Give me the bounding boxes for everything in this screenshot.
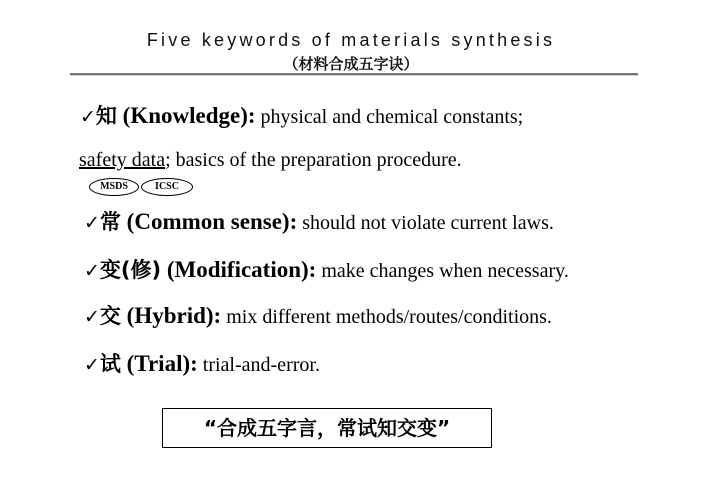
keyword-description-continued: ; basics of the preparation procedure. bbox=[165, 149, 462, 171]
keyword-char: 知 bbox=[95, 104, 117, 128]
keyword-item-trial bbox=[84, 352, 320, 375]
keyword-term bbox=[100, 303, 221, 328]
keyword-item-modification bbox=[84, 258, 569, 281]
checkmark-icon: ✓ bbox=[80, 106, 96, 128]
keyword-item-knowledge-continued bbox=[79, 150, 462, 170]
slide-title: Five keywords of materials synthesis bbox=[146, 30, 556, 50]
keyword-item-knowledge bbox=[80, 104, 523, 127]
keyword-label: (Common sense): bbox=[120, 209, 298, 234]
keyword-term bbox=[100, 209, 297, 234]
keyword-description: make changes when necessary. bbox=[316, 260, 569, 282]
keyword-item-common-sense bbox=[84, 210, 554, 233]
keyword-char: 试 bbox=[99, 352, 121, 376]
keyword-label: (Modification): bbox=[161, 257, 317, 282]
keyword-term bbox=[100, 351, 198, 376]
keyword-char: 交 bbox=[99, 304, 121, 328]
slide-subtitle: （材料合成五字诀） bbox=[283, 55, 419, 73]
checkmark-icon: ✓ bbox=[84, 306, 100, 328]
keyword-label: (Hybrid): bbox=[120, 303, 222, 328]
checkmark-icon: ✓ bbox=[84, 212, 100, 234]
keyword-label: (Knowledge): bbox=[116, 103, 256, 128]
keyword-description: trial-and-error. bbox=[197, 354, 320, 376]
keyword-char: 常 bbox=[99, 210, 121, 234]
keyword-char: 变(修) bbox=[99, 258, 162, 282]
motto-box: “合成五字言，常试知交变” bbox=[162, 408, 492, 448]
keyword-term bbox=[96, 103, 256, 128]
msds-badge: MSDS bbox=[89, 178, 139, 196]
keyword-description: mix different methods/routes/conditions. bbox=[221, 306, 552, 328]
keyword-term bbox=[100, 257, 316, 282]
checkmark-icon: ✓ bbox=[84, 260, 100, 282]
safety-data-text: safety data bbox=[79, 149, 166, 171]
keyword-description: physical and chemical constants; bbox=[255, 106, 524, 128]
checkmark-icon: ✓ bbox=[84, 354, 100, 376]
title-divider bbox=[70, 73, 638, 76]
keyword-label: (Trial): bbox=[120, 351, 198, 376]
icsc-badge: ICSC bbox=[141, 178, 193, 196]
keyword-description: should not violate current laws. bbox=[297, 212, 554, 234]
keyword-item-hybrid bbox=[84, 304, 552, 327]
